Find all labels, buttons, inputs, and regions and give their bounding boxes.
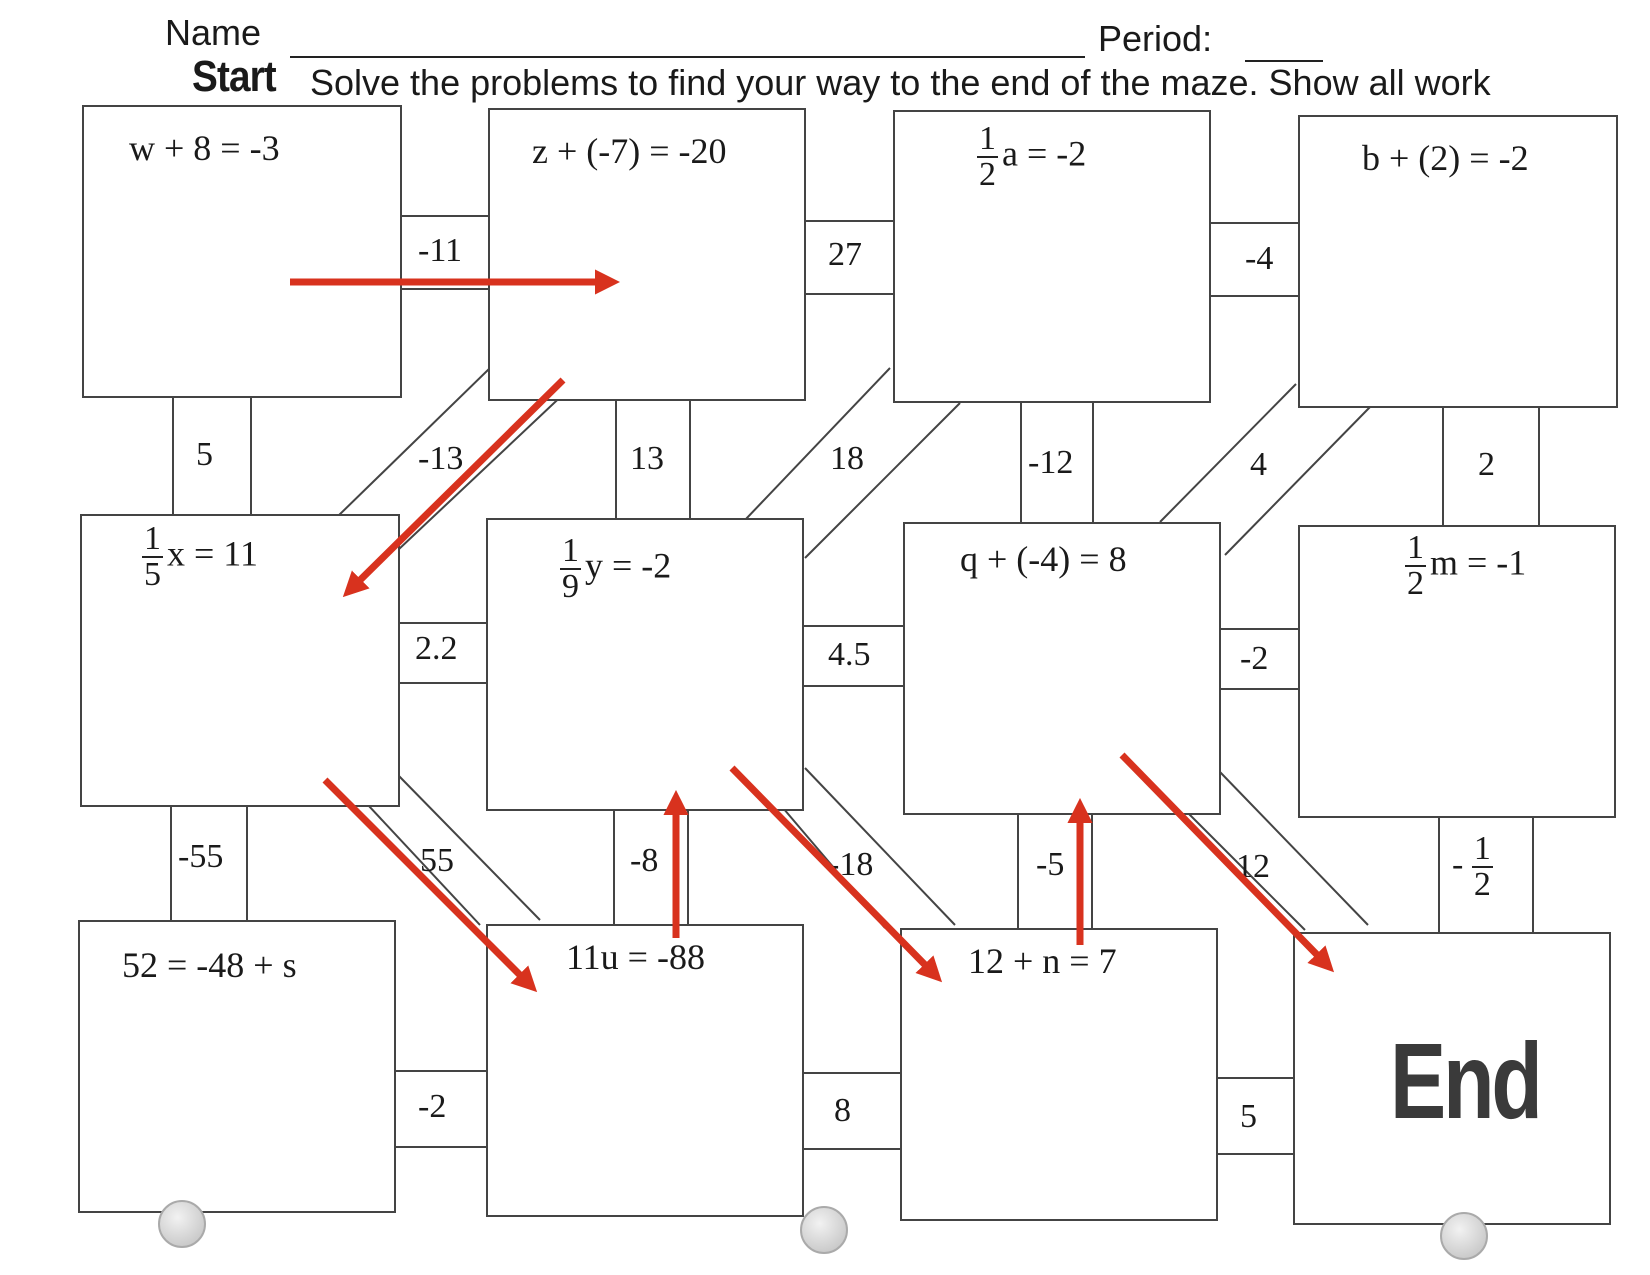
bridge-label: 4.5 <box>828 636 871 673</box>
bridge-label: 5 <box>1240 1098 1257 1135</box>
name-label: Name <box>165 12 262 53</box>
bridge-label: 13 <box>630 440 664 477</box>
bridge-label: 5 <box>196 436 213 473</box>
equation: w + 8 = -3 <box>129 128 280 168</box>
equation: $\frac{1}{5}$ x = 11 <box>144 520 258 593</box>
fraction: $\frac{1}{5}$ <box>144 520 161 593</box>
equation: q + (-4) = 8 <box>960 539 1127 579</box>
equation: z + (-7) = -20 <box>532 131 727 171</box>
period-label: Period: <box>1098 18 1213 59</box>
equation: $\frac{1}{2}$ m = -1 <box>1407 529 1527 602</box>
bridge-label: 2 <box>1478 446 1495 483</box>
bridge-label: -2 <box>1240 640 1269 677</box>
bridge-label: -12 <box>1028 444 1074 481</box>
equation: $\frac{1}{9}$ y = -2 <box>562 532 672 605</box>
bridge-label: -13 <box>418 440 464 477</box>
bridge-label: -4 <box>1245 240 1274 277</box>
bridge-label: 18 <box>830 440 864 477</box>
bridge-label: -55 <box>178 838 224 875</box>
bridge-label-fraction: - $\frac{1}{2}$ <box>1452 830 1491 903</box>
bridge-label: 55 <box>420 842 454 879</box>
bridge-label: 27 <box>828 236 862 273</box>
fraction: $\frac{1}{9}$ <box>562 532 579 605</box>
fraction: $\frac{1}{2}$ <box>1407 529 1424 602</box>
arrow-down-right-icon <box>325 780 530 985</box>
bridge-label: -8 <box>630 842 659 879</box>
arrow-down-left-icon <box>350 380 563 590</box>
bridge-label: -2 <box>418 1088 447 1125</box>
bridge-label: 4 <box>1250 446 1267 483</box>
fraction: $\frac{1}{2}$ <box>1473 830 1491 903</box>
bridge-label: 12 <box>1236 848 1270 885</box>
equation: b + (2) = -2 <box>1362 138 1529 178</box>
bridge-label: -11 <box>418 232 463 269</box>
end-label: End <box>1390 1020 1540 1141</box>
arrow-down-right-icon <box>1122 755 1327 965</box>
bridge-label: 8 <box>834 1092 851 1129</box>
bridge-label: -18 <box>828 846 874 883</box>
equation: 52 = -48 + s <box>122 945 297 985</box>
bridge-label: 2.2 <box>415 630 458 667</box>
fraction: $\frac{1}{2}$ <box>979 120 996 193</box>
arrow-down-right-icon <box>732 768 935 975</box>
bridge-label: -5 <box>1036 846 1065 883</box>
equation: 11u = -88 <box>566 937 705 977</box>
equation: $\frac{1}{2}$ a = -2 <box>979 120 1087 193</box>
instructions-text: Solve the problems to find your way to the end of the maze. Show all work <box>310 62 1491 103</box>
start-label: Start <box>192 52 276 101</box>
equation: 12 + n = 7 <box>968 941 1117 981</box>
